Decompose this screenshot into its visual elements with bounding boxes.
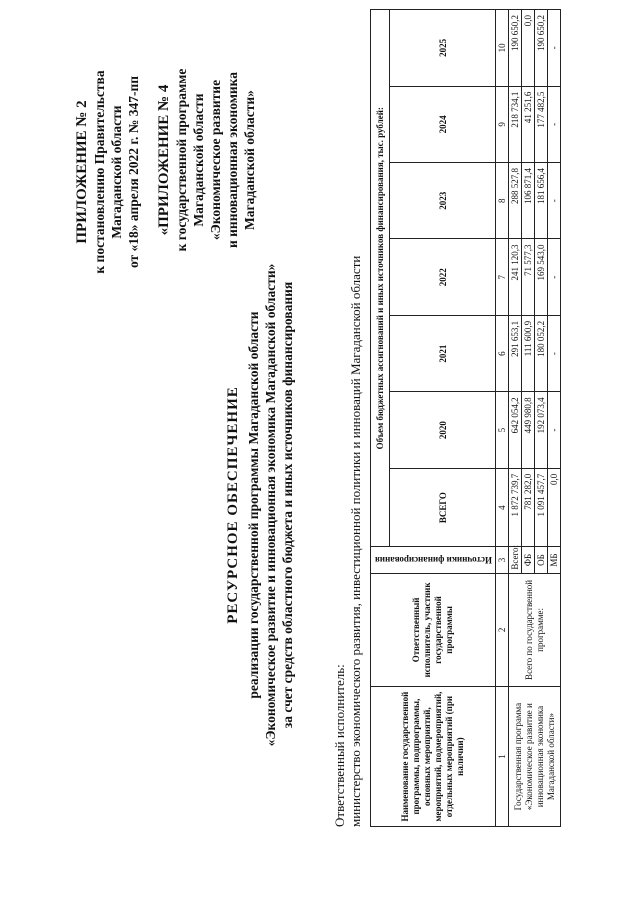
appendix-4-line5: Магаданской области» xyxy=(242,90,257,230)
program-executor: Всего по государственной программе: xyxy=(509,573,561,687)
appendix-4-line1: к государственной программе xyxy=(174,68,189,252)
title-line1: реализации государственной программы Магаданской области xyxy=(246,311,261,699)
header-funding-group: Объем бюджетных ассигнований и иных источников финансирования, тыс. рублей: xyxy=(371,10,390,547)
appendix-2-line3: от «18» апреля 2022 г. № 347-пп xyxy=(126,75,141,269)
title-line3: за счет средств областного бюджета и иных источников финансирования xyxy=(280,281,295,729)
source-cell: МБ xyxy=(548,547,561,573)
header-total: ВСЕГО xyxy=(390,468,496,547)
value-cell: 1 091 457,7 xyxy=(535,468,548,547)
value-cell: - xyxy=(548,392,561,468)
value-cell: 177 482,5 xyxy=(535,86,548,162)
header-year-2023: 2023 xyxy=(390,163,496,239)
document-title xyxy=(225,145,296,865)
value-cell: 291 653,1 xyxy=(509,315,522,391)
appendix-4-line3: «Экономическое развитие xyxy=(208,79,223,241)
header-executor: Ответственный исполнитель, участник государственной программы xyxy=(371,573,496,687)
appendix-2-block xyxy=(74,47,142,297)
value-cell: 241 120,3 xyxy=(509,239,522,315)
header-name: Наименование государственной программы, подпрограммы, основных мероприятий, мероприятий, подмероприятий, отдельных мероприятий (при наличии) xyxy=(371,687,496,827)
value-cell: 781 282,0 xyxy=(522,468,535,547)
value-cell: 0,0 xyxy=(548,468,561,547)
value-cell: 180 052,2 xyxy=(535,315,548,391)
value-cell: 449 980,8 xyxy=(522,392,535,468)
col-number: 8 xyxy=(496,163,509,239)
col-number: 9 xyxy=(496,86,509,162)
responsible-executor xyxy=(332,256,364,827)
source-cell: Всего: xyxy=(509,547,522,573)
value-cell: 190 650,2 xyxy=(535,10,548,87)
col-number: 1 xyxy=(496,687,509,827)
col-number: 6 xyxy=(496,315,509,391)
source-cell: ОБ xyxy=(535,547,548,573)
appendix-2-line2: Магаданской области xyxy=(109,105,124,239)
header-source-label: Источники финансирования xyxy=(374,555,492,566)
column-number-row xyxy=(496,10,509,827)
value-cell: 71 577,3 xyxy=(522,239,535,315)
header-year-2024: 2024 xyxy=(390,86,496,162)
value-cell: 41 251,6 xyxy=(522,86,535,162)
appendix-2-line1: к постановлению Правительства xyxy=(92,70,107,274)
header-year-2020: 2020 xyxy=(390,392,496,468)
value-cell: 192 073,4 xyxy=(535,392,548,468)
value-cell: 169 543,0 xyxy=(535,239,548,315)
header-year-2022: 2022 xyxy=(390,239,496,315)
title-main: РЕСУРСНОЕ ОБЕСПЕЧЕНИЕ xyxy=(225,386,241,624)
col-number: 5 xyxy=(496,392,509,468)
col-number: 3 xyxy=(496,547,509,573)
value-cell: 0,0 xyxy=(522,10,535,87)
appendix-4-title: «ПРИЛОЖЕНИЕ № 4 xyxy=(156,84,172,236)
header-year-2021: 2021 xyxy=(390,315,496,391)
appendix-4-line4: и инновационная экономика xyxy=(225,72,240,248)
col-number: 10 xyxy=(496,10,509,87)
value-cell: - xyxy=(548,239,561,315)
value-cell: - xyxy=(548,86,561,162)
value-cell: 111 600,9 xyxy=(522,315,535,391)
table-header-row xyxy=(371,10,390,827)
col-number: 2 xyxy=(496,573,509,687)
col-number: 7 xyxy=(496,239,509,315)
value-cell: 181 656,4 xyxy=(535,163,548,239)
value-cell: - xyxy=(548,315,561,391)
col-number: 4 xyxy=(496,468,509,547)
value-cell: 1 872 739,7 xyxy=(509,468,522,547)
header-source xyxy=(371,547,496,573)
executor-value: министерство экономического развития, инвестиционной политики и инноваций Магаданской области xyxy=(348,255,363,827)
appendix-2-title: ПРИЛОЖЕНИЕ № 2 xyxy=(74,100,90,244)
value-cell: 218 734,1 xyxy=(509,86,522,162)
value-cell: - xyxy=(548,163,561,239)
value-cell: 190 650,2 xyxy=(509,10,522,87)
value-cell: 288 527,8 xyxy=(509,163,522,239)
source-cell: ФБ xyxy=(522,547,535,573)
header-year-2025: 2025 xyxy=(390,10,496,87)
value-cell: 106 871,4 xyxy=(522,163,535,239)
title-line2: «Экономическое развитие и инновационная экономика Магаданской области» xyxy=(263,263,278,747)
appendix-4-line2: Магаданской области xyxy=(191,93,206,227)
value-cell: 642 054,2 xyxy=(509,392,522,468)
table-row xyxy=(509,10,522,827)
executor-label: Ответственный исполнитель: xyxy=(332,664,347,827)
value-cell: - xyxy=(548,10,561,87)
program-name: Государственная программа «Экономическое развитие и инновационная экономика Магаданской области» xyxy=(509,687,561,827)
funding-table xyxy=(370,9,561,827)
